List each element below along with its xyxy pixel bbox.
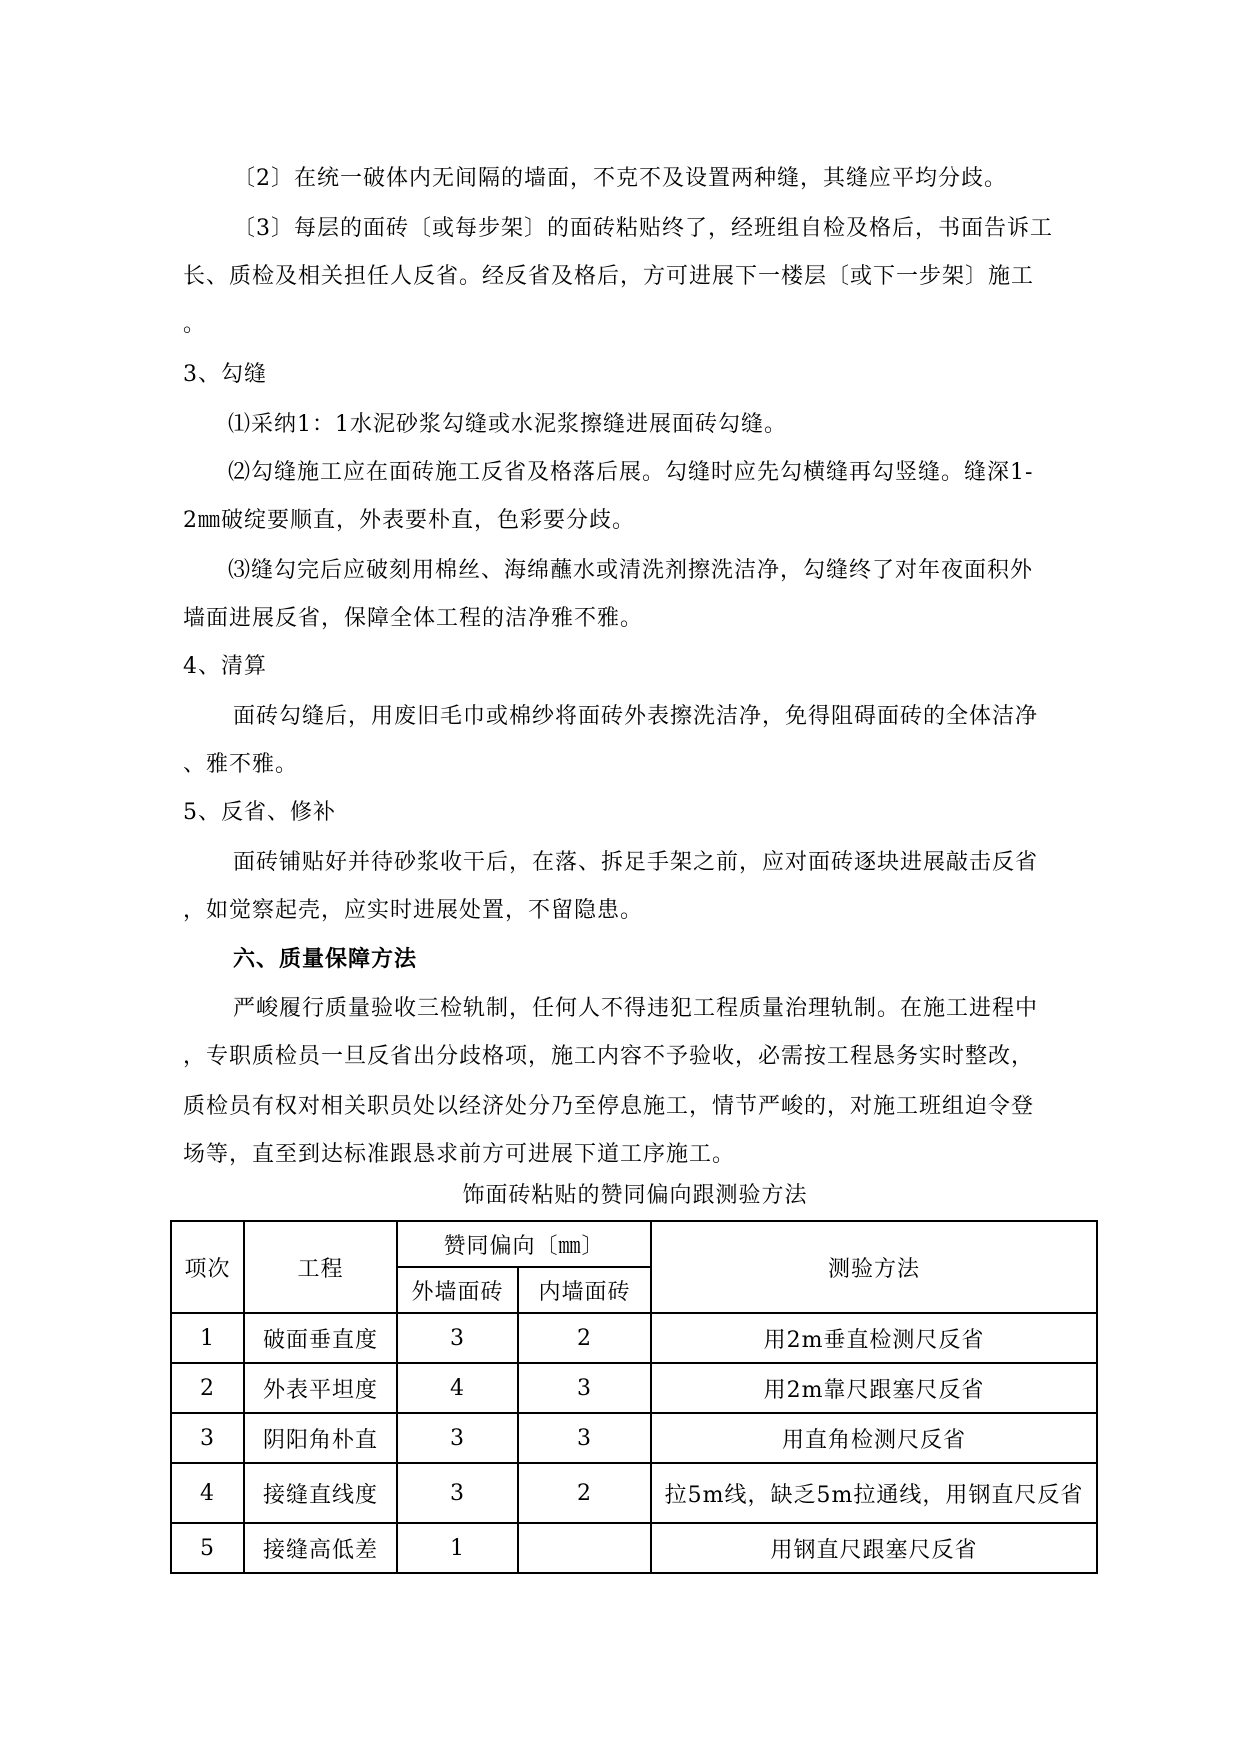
cell-index: 4 bbox=[171, 1463, 244, 1523]
paragraph-line: 严峻履行质量验收三检轨制，任何人不得违犯工程质量治理轨制。在施工进程中 bbox=[233, 996, 1039, 1021]
cell-item: 接缝高低差 bbox=[244, 1523, 397, 1573]
header-index: 项次 bbox=[171, 1221, 244, 1313]
cell-method: 用直角检测尺反省 bbox=[651, 1413, 1097, 1463]
paragraph-line: 质检员有权对相关职员处以经济处分乃至停息施工，情节严峻的，对施工班组迫令登 bbox=[183, 1094, 1035, 1119]
cell-index: 5 bbox=[171, 1523, 244, 1573]
cell-interior: 2 bbox=[518, 1313, 651, 1363]
paragraph-line: 面砖铺贴好并待砂浆收干后，在落、拆足手架之前，应对面砖逐块进展敲击反省 bbox=[233, 850, 1039, 875]
paragraph-line: ，专职质检员一旦反省出分歧格项，施工内容不予验收，必需按工程恳务实时整改， bbox=[183, 1044, 1035, 1069]
cell-exterior: 3 bbox=[397, 1313, 518, 1363]
cell-method: 拉5m线，缺乏5m拉通线，用钢直尺反省 bbox=[651, 1463, 1097, 1523]
cell-item: 外表平坦度 bbox=[244, 1363, 397, 1413]
cell-exterior: 3 bbox=[397, 1463, 518, 1523]
cell-exterior: 4 bbox=[397, 1363, 518, 1413]
paragraph-line: 。 bbox=[183, 312, 207, 337]
cell-item: 阴阳角朴直 bbox=[244, 1413, 397, 1463]
header-item: 工程 bbox=[244, 1221, 397, 1313]
cell-exterior: 1 bbox=[397, 1523, 518, 1573]
paragraph-line: 面砖勾缝后，用废旧毛巾或棉纱将面砖外表擦洗洁净，免得阻碍面砖的全体洁净 bbox=[233, 704, 1039, 729]
tolerance-table bbox=[170, 1220, 1098, 1574]
header-interior: 内墙面砖 bbox=[518, 1267, 651, 1313]
header-exterior: 外墙面砖 bbox=[397, 1267, 518, 1313]
paragraph-line: 长、质检及相关担任人反省。经反省及格后，方可进展下一楼层〔或下一步架〕施工 bbox=[183, 264, 1035, 289]
header-tolerance: 赞同偏向〔㎜〕 bbox=[397, 1221, 651, 1267]
paragraph-line: ，如觉察起壳，应实时进展处置，不留隐患。 bbox=[183, 898, 644, 923]
paragraph-line: 2㎜破绽要顺直，外表要朴直，色彩要分歧。 bbox=[183, 508, 635, 533]
paragraph-line: 〔3〕每层的面砖〔或每步架〕的面砖粘贴终了，经班组自检及格后，书面告诉工 bbox=[233, 216, 1053, 241]
paragraph-line: 〔2〕在统一破体内无间隔的墙面，不克不及设置两种缝，其缝应平均分歧。 bbox=[233, 166, 1007, 191]
cell-interior: 3 bbox=[518, 1413, 651, 1463]
paragraph-line: 、雅不雅。 bbox=[183, 752, 299, 777]
section-heading: 4、清算 bbox=[183, 654, 267, 679]
cell-index: 2 bbox=[171, 1363, 244, 1413]
cell-interior: 3 bbox=[518, 1363, 651, 1413]
cell-index: 3 bbox=[171, 1413, 244, 1463]
cell-interior: 2 bbox=[518, 1463, 651, 1523]
table-row bbox=[171, 1363, 1097, 1413]
paragraph-line: ⑶缝勾完后应破刻用棉丝、海绵蘸水或清洗剂擦洗洁净，勾缝终了对年夜面积外 bbox=[228, 558, 1034, 583]
table-row bbox=[171, 1413, 1097, 1463]
cell-exterior: 3 bbox=[397, 1413, 518, 1463]
section-heading: 5、反省、修补 bbox=[183, 800, 336, 825]
chapter-heading: 六、质量保障方法 bbox=[233, 946, 418, 972]
cell-method: 用2m垂直检测尺反省 bbox=[651, 1313, 1097, 1363]
cell-method: 用钢直尺跟塞尺反省 bbox=[651, 1523, 1097, 1573]
cell-item: 破面垂直度 bbox=[244, 1313, 397, 1363]
header-method: 测验方法 bbox=[651, 1221, 1097, 1313]
cell-index: 1 bbox=[171, 1313, 244, 1363]
paragraph-line: ⑵勾缝施工应在面砖施工反省及格落后展。勾缝时应先勾横缝再勾竖缝。缝深1- bbox=[228, 460, 1034, 485]
paragraph-line: ⑴采纳1：1水泥砂浆勾缝或水泥浆擦缝进展面砖勾缝。 bbox=[228, 412, 787, 437]
cell-method: 用2m靠尺跟塞尺反省 bbox=[651, 1363, 1097, 1413]
table-caption: 饰面砖粘贴的赞同偏向跟测验方法 bbox=[462, 1183, 808, 1208]
table-row bbox=[171, 1523, 1097, 1573]
table-row bbox=[171, 1463, 1097, 1523]
section-heading: 3、勾缝 bbox=[183, 362, 267, 387]
table-row bbox=[171, 1313, 1097, 1363]
cell-interior bbox=[518, 1523, 651, 1573]
paragraph-line: 墙面进展反省，保障全体工程的洁净雅不雅。 bbox=[183, 606, 644, 631]
paragraph-line: 场等，直至到达标准跟恳求前方可进展下道工序施工。 bbox=[183, 1142, 736, 1167]
cell-item: 接缝直线度 bbox=[244, 1463, 397, 1523]
